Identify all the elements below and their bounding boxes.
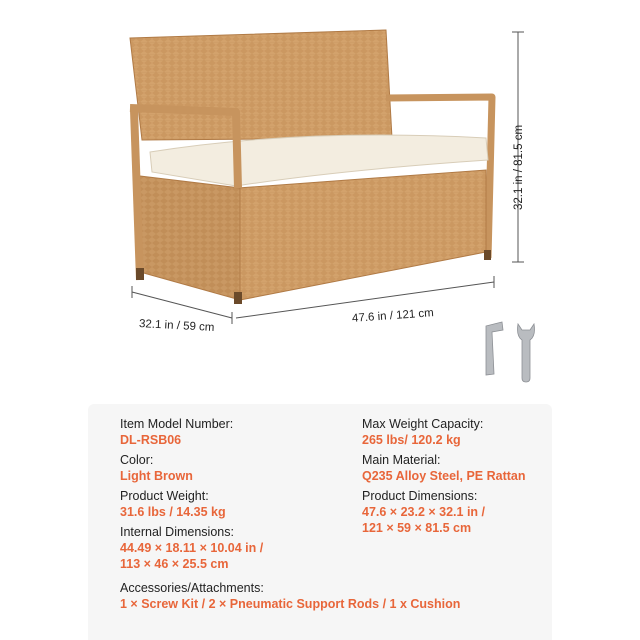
spec-value: 113 × 46 × 25.5 cm (120, 557, 229, 571)
spec-value: Q235 Alloy Steel, PE Rattan (362, 469, 526, 483)
spec-product-weight (120, 488, 226, 520)
spec-label: Item Model Number: (120, 417, 234, 431)
bench-side-panel (140, 176, 240, 300)
depth-line (132, 292, 232, 318)
bench (130, 30, 492, 304)
spec-max-weight-capacity (362, 416, 483, 448)
spec-label: Accessories/Attachments: (120, 581, 264, 595)
spec-label: Product Weight: (120, 489, 209, 503)
spec-label: Internal Dimensions: (120, 525, 234, 539)
spec-value: 1 × Screw Kit / 2 × Pneumatic Support Rods / 1 x Cushion (120, 597, 461, 611)
spec-card (88, 404, 552, 640)
height-dimension-label: 32.1 in / 81.5 cm (513, 124, 525, 210)
bench-leg (136, 268, 144, 280)
spec-value: DL-RSB06 (120, 433, 182, 447)
wrench-icon (518, 324, 535, 382)
spec-internal-dimensions (120, 524, 263, 572)
bench-leg (234, 292, 242, 304)
spec-label: Product Dimensions: (362, 489, 478, 503)
spec-value: 265 lbs/ 120.2 kg (362, 433, 461, 447)
spec-main-material (362, 452, 525, 484)
spec-value: 121 × 59 × 81.5 cm (362, 521, 472, 535)
spec-label: Color: (120, 453, 154, 467)
spec-accessories (120, 580, 460, 612)
spec-color (120, 452, 193, 484)
bench-backrest (130, 30, 392, 140)
depth-dimension-label: 32.1 in / 59 cm (138, 318, 215, 334)
bench-leg (484, 250, 491, 260)
spec-value: 47.6 × 23.2 × 32.1 in / (362, 505, 486, 519)
bench-storage-front (238, 170, 486, 300)
spec-product-dimensions (362, 488, 485, 536)
spec-value: Light Brown (120, 469, 193, 483)
spec-label: Max Weight Capacity: (362, 417, 484, 431)
spec-label: Main Material: (362, 453, 441, 467)
spec-model-number (120, 416, 233, 448)
hex-key-icon (486, 322, 503, 375)
spec-value: 44.49 × 18.11 × 10.04 in / (120, 541, 264, 555)
width-dimension-label: 47.6 in / 121 cm (351, 307, 435, 325)
spec-value: 31.6 lbs / 14.35 kg (120, 505, 226, 519)
